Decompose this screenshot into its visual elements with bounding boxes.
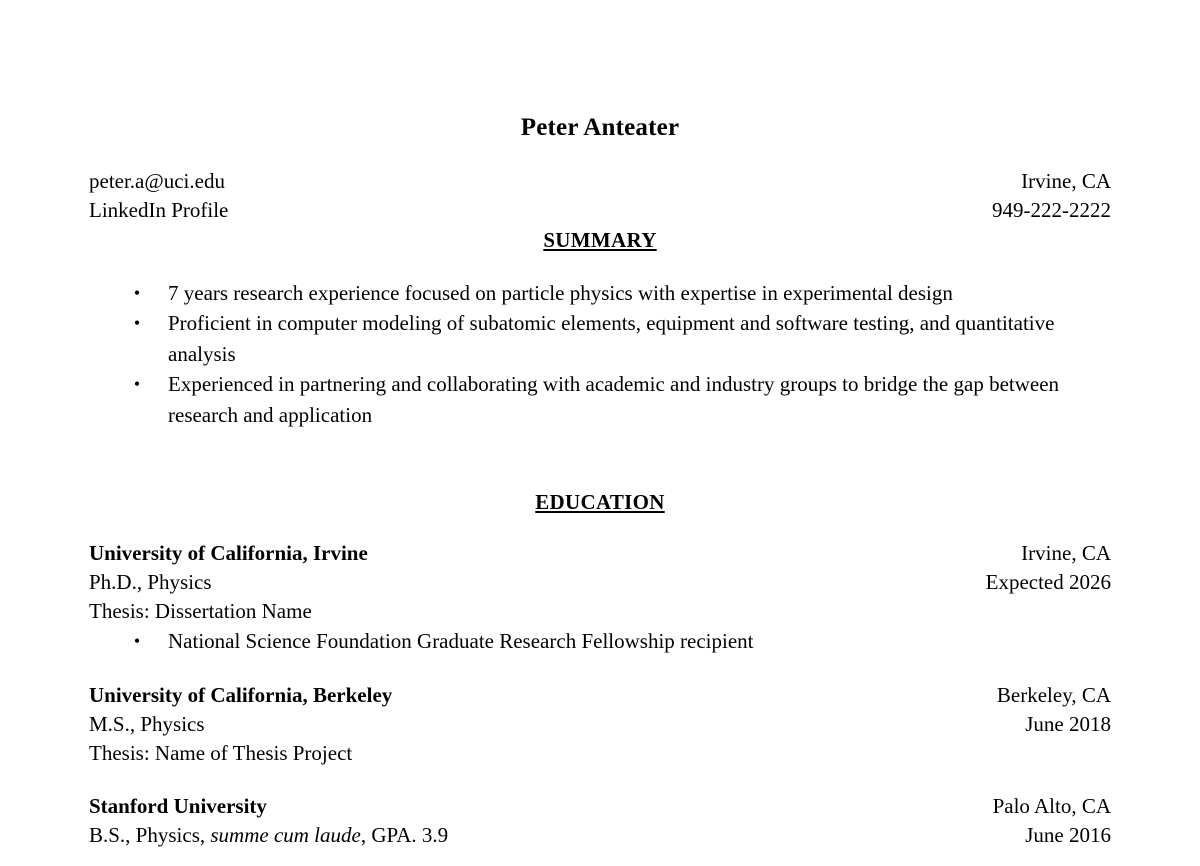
bullet-icon: • [133,374,141,394]
education-entry-degree-row [89,568,1111,597]
summary-section-heading [89,226,1111,255]
institution-location: Berkeley, CA [996,682,1111,707]
education-entry-thesis-row [89,739,1111,768]
contact-block [89,167,1111,225]
education-entry [89,792,1111,850]
degree-text: Ph.D., Physics [89,570,212,594]
thesis-text: Thesis: Name of Thesis Project [89,740,353,765]
list-item [89,308,1111,369]
degree-text [89,821,448,850]
education-entry-header [89,539,1111,568]
education-entry-header [89,792,1111,821]
degree-date: June 2018 [1025,711,1111,736]
thesis-text: Thesis: Dissertation Name [89,599,312,623]
bullet-icon: • [133,282,141,303]
phone-text: 949-222-2222 [992,197,1111,222]
institution-name: Stanford University [89,793,267,818]
degree-date: June 2016 [1025,822,1111,847]
education-heading-label: EDUCATION [535,490,665,514]
degree-text: M.S., Physics [89,711,205,736]
list-item-text: Proficient in computer modeling of subatomic elements, equipment and software testing, and quantitative analysis [168,311,1055,366]
education-entry-degree-row [89,710,1111,739]
institution-location: Irvine, CA [1021,541,1111,565]
email-text: peter.a@uci.edu [89,168,225,193]
institution-name: University of California, Irvine [89,541,368,565]
degree-honors-italic: summe cum laude [210,822,361,847]
list-item-text: Experienced in partnering and collaborating with academic and industry groups to bridge the gap between research and application [168,372,1060,427]
education-entry [89,539,1111,657]
education-bullet-list [89,626,1111,657]
institution-name: University of California, Berkeley [89,682,393,707]
education-entry [89,681,1111,768]
location-text: Irvine, CA [1021,168,1111,193]
summary-heading-label: SUMMARY [543,227,657,252]
list-item [89,626,1111,657]
list-item [89,278,1111,309]
education-entry-degree-row [89,821,1111,850]
contact-row [89,196,1111,225]
degree-text-suffix: , GPA. 3.9 [360,822,449,847]
education-entry-thesis-row [89,597,1111,626]
bullet-icon: • [133,313,141,333]
list-item [89,369,1111,430]
institution-location: Palo Alto, CA [992,793,1111,818]
degree-text-prefix: B.S., Physics, [89,822,211,847]
contact-row [89,167,1111,196]
education-section-heading [89,488,1111,517]
summary-bullet-list [89,278,1111,431]
bullet-icon: • [133,631,141,651]
candidate-name: Peter Anteater [520,114,680,141]
list-item-text: 7 years research experience focused on particle physics with expertise in experimental design [168,280,953,305]
linkedin-link-text[interactable]: LinkedIn Profile [89,197,229,222]
list-item-text: National Science Foundation Graduate Research Fellowship recipient [168,629,754,653]
education-entry-header [89,681,1111,710]
degree-date: Expected 2026 [985,570,1111,594]
